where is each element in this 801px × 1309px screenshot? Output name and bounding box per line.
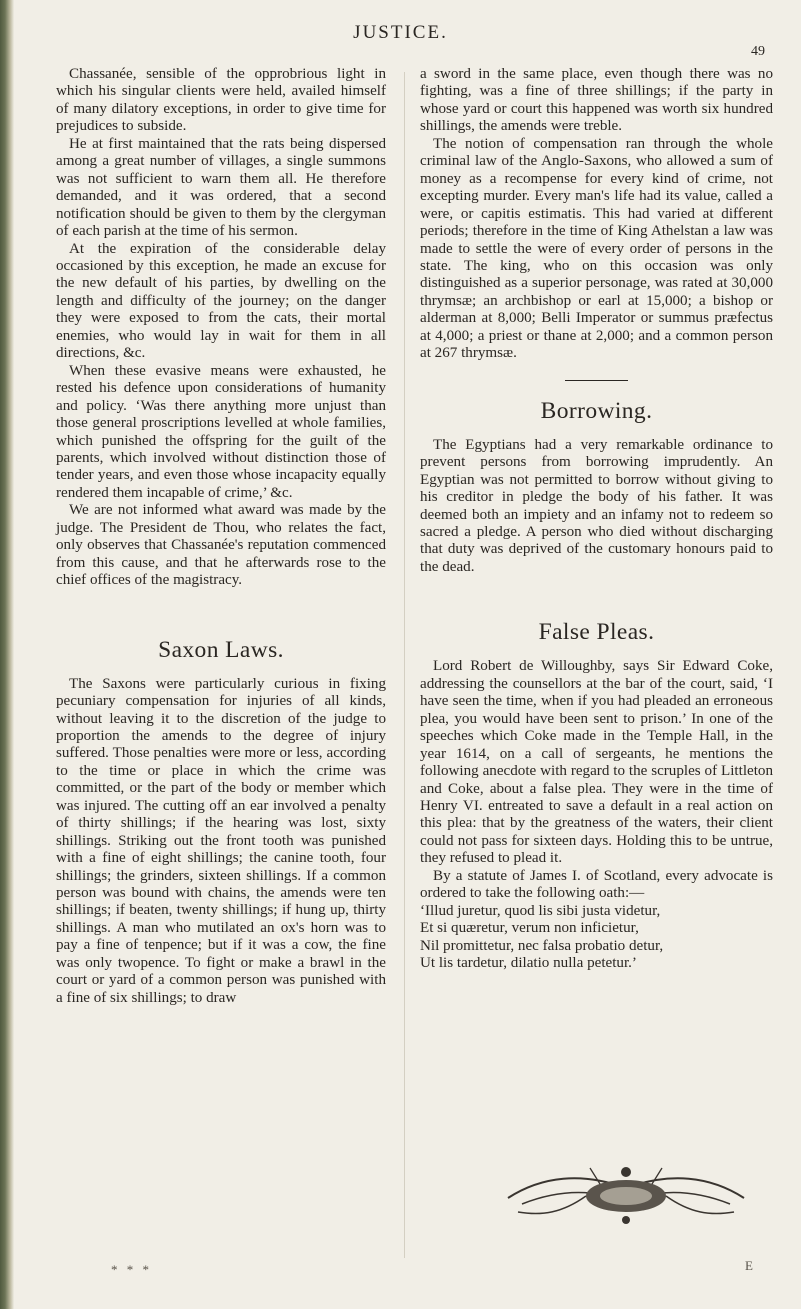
- section-heading-borrowing: Borrowing.: [540, 397, 653, 424]
- paragraph: By a statute of James I. of Scotland, every advocate is ordered to take the following oath:—: [420, 867, 773, 902]
- paragraph: He at first maintained that the rats being dispersed among a great number of villages, a single summons was not sufficient to warn them all. He therefore demanded, and it was ordered, that a second notification should be given to them by the clergyman of each parish at the time of his sermon.: [56, 135, 386, 240]
- oath-line: Ut lis tardetur, dilatio nulla petetur.’: [420, 955, 637, 972]
- oath-line: Et si quæretur, verum non inficietur,: [420, 920, 639, 937]
- section-heading-saxon-laws: Saxon Laws.: [158, 636, 284, 663]
- left-column: [56, 66, 386, 1007]
- signature-mark: * * *: [111, 1262, 152, 1277]
- right-column: [420, 66, 773, 972]
- paragraph: Chassanée, sensible of the opprobrious light in which his singular clients were held, availed himself of many dilatory exceptions, in order to give time for prejudices to subside.: [56, 66, 386, 135]
- paragraph: The Saxons were particularly curious in fixing pecuniary compensation for injuries of all kinds, without leaving it to the discretion of the judge to proportion the amends to the degree of injury suffered. Those penalties were more or less, according to the time or place in which the crime was committed, or the part of the body or member which was injured. The cutting off an ear involved a penalty of thirty shillings; if the hearing was lost, sixty shillings. Striking out the front tooth was punished with a fine of eight shillings; the canine tooth, four shillings; the grinders, sixteen shillings. If a common person was bound with chains, the amends were ten shillings; if beaten, twenty shillings; if hung up, thirty shillings. A man who mutilated an ox's horn was to pay a fine of tenpence; but if it was a cow, the fine was only twopence. To fight or make a brawl in the court or yard of a common person was punished with a fine of six shillings; to draw: [56, 675, 386, 1006]
- column-divider: [404, 72, 405, 1258]
- paragraph: At the expiration of the considerable delay occasioned by this exception, he made an excuse for the new default of his parties, by dwelling on the length and difficulty of the journey; on the danger they were exposed to from the cats, their mortal enemies, who would lay in wait for them in all directions, &c.: [56, 240, 386, 362]
- paragraph: When these evasive means were exhausted, he rested his defence upon considerations of humanity and policy. ‘Was there anything more unjust than those general proscriptions levelled at whole families, which punished the offspring for the guilt of the parents, which involved without distinction those of tender years, and even those whose incapacity equally rendered them incapable of crime,’ &c.: [56, 362, 386, 501]
- paragraph: Lord Robert de Willoughby, says Sir Edward Coke, addressing the counsellors at the bar of the court, said, ‘I have seen the time, when if you had pleaded an erroneous plea, you would have been sent to prison.’ In one of the speeches which Coke made in the Temple Hall, in the year 1614, on a call of sergeants, he mentions the following anecdote with regard to the scruples of Littleton and Coke, about a false plea. They were in the time of Henry VI. entreated to save a default in a real action on this plea: that by the greatness of the waters, their client could not pass for sixteen days. Holding this to be untrue, they refused to plead it.: [420, 658, 773, 867]
- section-heading-false-pleas: False Pleas.: [538, 619, 655, 646]
- paragraph: We are not informed what award was made by the judge. The President de Thou, who relates the fact, only observes that Chassanée's reputation commenced from this cause, and that he afterwards rose to the chief offices of the magistracy.: [56, 502, 386, 589]
- signature-letter: E: [745, 1258, 753, 1273]
- paragraph: The notion of compensation ran through the whole criminal law of the Anglo-Saxons, who allowed a sum of money as a recompense for every kind of crime, not excepting murder. Every man's life had its value, called a were, or capitis estimatis. This had varied at different periods; therefore in the time of King Athelstan a law was made to settle the were of every order of persons in the state. The king, who on this occasion was only distinguished as a superior personage, was rated at 30,000 thrymsæ; an archbishop or earl at 15,000; a bishop or alderman at 8,000; Belli Imperator or summus præfectus at 4,000; a priest or thane at 2,000; and a common person at 267 thrymsæ.: [420, 135, 773, 362]
- oath-line: ‘Illud juretur, quod lis sibi justa videtur,: [420, 902, 661, 919]
- ornamental-vignette-icon: [502, 1158, 750, 1230]
- paragraph: a sword in the same place, even though there was no fighting, was a fine of three shillings; if the party in whose yard or court this happened was worth six hundred shillings, the amends were treble.: [420, 66, 773, 135]
- paragraph: The Egyptians had a very remarkable ordinance to prevent persons from borrowing imprudently. An Egyptian was not permitted to borrow without giving to his creditor in pledge the body of his father. It was deemed both an impiety and an infamy not to redeem so sacred a pledge. A person who died without discharging that duty was deprived of the customary honours paid to the dead.: [420, 436, 773, 575]
- page-number: 49: [751, 44, 765, 59]
- binding-edge: [0, 0, 14, 1309]
- running-title: JUSTICE.: [353, 22, 448, 43]
- oath-line: Nil promittetur, nec falsa probatio detur,: [420, 937, 664, 954]
- section-divider-rule: [565, 380, 628, 381]
